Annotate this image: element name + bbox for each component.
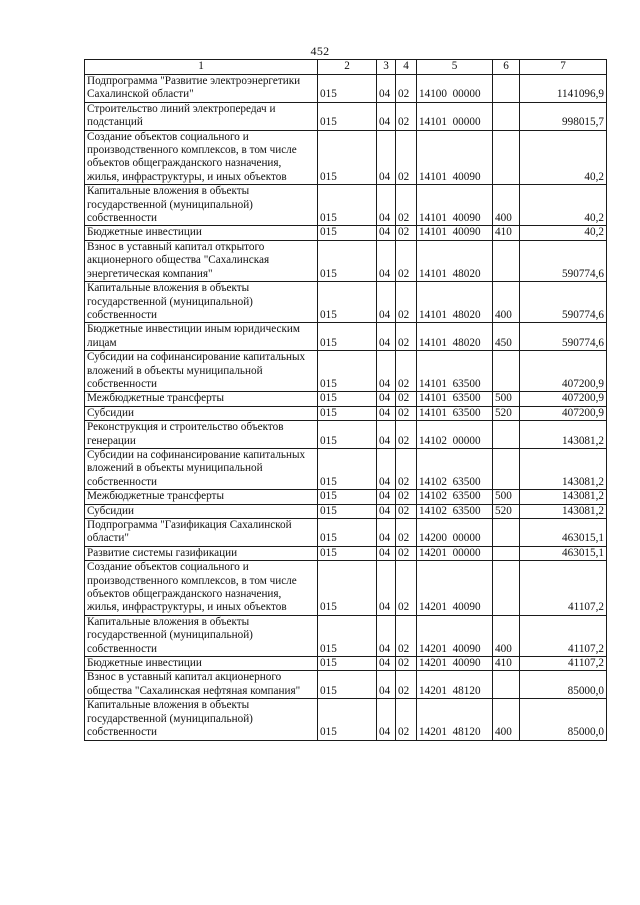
table-row	[85, 406, 607, 420]
row-section-cell: 04	[377, 226, 396, 240]
row-expense-type-cell: 450	[493, 323, 520, 351]
row-expense-type-cell	[493, 102, 520, 130]
row-target-cell: 14100 00000	[417, 75, 493, 103]
row-name-cell: Строительство линий электропередач и подстанций	[85, 102, 318, 130]
row-expense-type-cell: 520	[493, 406, 520, 420]
row-subsection-cell: 02	[396, 406, 417, 420]
table-row	[85, 392, 607, 406]
table-header-row	[85, 60, 607, 75]
row-code-cell: 015	[318, 615, 377, 656]
row-section-cell: 04	[377, 699, 396, 740]
row-section-cell: 04	[377, 421, 396, 449]
row-subsection-cell: 02	[396, 490, 417, 504]
row-expense-type-cell	[493, 546, 520, 560]
row-code-cell: 015	[318, 240, 377, 281]
row-name-cell: Капитальные вложения в объекты государственной (муниципальной) собственности	[85, 699, 318, 740]
row-target-cell: 14101 63500	[417, 406, 493, 420]
row-name-cell: Бюджетные инвестиции	[85, 226, 318, 240]
table-row	[85, 75, 607, 103]
row-section-cell: 04	[377, 504, 396, 518]
row-expense-type-cell	[493, 519, 520, 547]
row-name-cell: Межбюджетные трансферты	[85, 490, 318, 504]
table-row	[85, 421, 607, 449]
row-amount-cell: 41107,2	[520, 561, 607, 616]
row-code-cell: 015	[318, 448, 377, 489]
row-code-cell: 015	[318, 561, 377, 616]
row-section-cell: 04	[377, 392, 396, 406]
row-section-cell: 04	[377, 406, 396, 420]
row-section-cell: 04	[377, 546, 396, 560]
row-name-cell: Создание объектов социального и производственного комплексов, в том числе объектов общегражданского назначения, жилья, инфраструктуры, и иных объектов	[85, 130, 318, 185]
table-row	[85, 490, 607, 504]
row-amount-cell: 85000,0	[520, 671, 607, 699]
row-target-cell: 14201 40090	[417, 657, 493, 671]
table-row	[85, 102, 607, 130]
row-subsection-cell: 02	[396, 351, 417, 392]
row-name-cell: Подпрограмма "Развитие электроэнергетики Сахалинской области"	[85, 75, 318, 103]
row-name-cell: Создание объектов социального и производственного комплексов, в том числе объектов общегражданского назначения, жилья, инфраструктуры, и иных объектов	[85, 561, 318, 616]
row-target-cell: 14201 00000	[417, 546, 493, 560]
row-name-cell: Субсидии	[85, 406, 318, 420]
row-code-cell: 015	[318, 406, 377, 420]
row-target-cell: 14102 63500	[417, 504, 493, 518]
row-amount-cell: 1141096,9	[520, 75, 607, 103]
row-amount-cell: 998015,7	[520, 102, 607, 130]
row-expense-type-cell: 500	[493, 490, 520, 504]
row-expense-type-cell: 400	[493, 185, 520, 226]
row-target-cell: 14101 48020	[417, 282, 493, 323]
row-code-cell: 015	[318, 282, 377, 323]
row-code-cell: 015	[318, 519, 377, 547]
table-row	[85, 699, 607, 740]
row-expense-type-cell: 400	[493, 282, 520, 323]
row-name-cell: Взнос в уставный капитал открытого акционерного общества "Сахалинская энергетическая компания"	[85, 240, 318, 281]
row-expense-type-cell: 410	[493, 226, 520, 240]
row-expense-type-cell	[493, 75, 520, 103]
row-name-cell: Реконструкция и строительство объектов генерации	[85, 421, 318, 449]
header-col-2: 2	[318, 60, 377, 75]
table-row	[85, 615, 607, 656]
row-code-cell: 015	[318, 130, 377, 185]
header-col-4: 4	[396, 60, 417, 75]
row-section-cell: 04	[377, 351, 396, 392]
row-name-cell: Субсидии на софинансирование капитальных вложений в объекты муниципальной собственности	[85, 448, 318, 489]
row-subsection-cell: 02	[396, 699, 417, 740]
row-name-cell: Субсидии	[85, 504, 318, 518]
table-row	[85, 226, 607, 240]
row-target-cell: 14201 48120	[417, 671, 493, 699]
row-amount-cell: 143081,2	[520, 421, 607, 449]
row-code-cell: 015	[318, 226, 377, 240]
header-col-6: 6	[493, 60, 520, 75]
row-name-cell: Подпрограмма "Газификация Сахалинской области"	[85, 519, 318, 547]
header-col-3: 3	[377, 60, 396, 75]
row-subsection-cell: 02	[396, 282, 417, 323]
row-target-cell: 14101 48020	[417, 323, 493, 351]
row-amount-cell: 41107,2	[520, 657, 607, 671]
row-target-cell: 14201 40090	[417, 561, 493, 616]
row-expense-type-cell	[493, 561, 520, 616]
row-target-cell: 14102 00000	[417, 421, 493, 449]
row-code-cell: 015	[318, 351, 377, 392]
row-expense-type-cell	[493, 448, 520, 489]
table-row	[85, 657, 607, 671]
row-amount-cell: 41107,2	[520, 615, 607, 656]
row-subsection-cell: 02	[396, 102, 417, 130]
row-amount-cell: 407200,9	[520, 406, 607, 420]
row-subsection-cell: 02	[396, 130, 417, 185]
row-name-cell: Взнос в уставный капитал акционерного общества "Сахалинская нефтяная компания"	[85, 671, 318, 699]
table-row	[85, 504, 607, 518]
row-code-cell: 015	[318, 490, 377, 504]
row-subsection-cell: 02	[396, 392, 417, 406]
row-code-cell: 015	[318, 671, 377, 699]
row-name-cell: Капитальные вложения в объекты государственной (муниципальной) собственности	[85, 615, 318, 656]
row-expense-type-cell: 410	[493, 657, 520, 671]
row-amount-cell: 85000,0	[520, 699, 607, 740]
row-code-cell: 015	[318, 699, 377, 740]
row-subsection-cell: 02	[396, 561, 417, 616]
page-number: 452	[310, 44, 330, 58]
row-amount-cell: 463015,1	[520, 519, 607, 547]
row-target-cell: 14201 48120	[417, 699, 493, 740]
row-subsection-cell: 02	[396, 657, 417, 671]
row-amount-cell: 143081,2	[520, 504, 607, 518]
table-row	[85, 448, 607, 489]
table-row	[85, 519, 607, 547]
row-code-cell: 015	[318, 421, 377, 449]
row-name-cell: Капитальные вложения в объекты государственной (муниципальной) собственности	[85, 185, 318, 226]
table-row	[85, 546, 607, 560]
row-section-cell: 04	[377, 240, 396, 281]
row-section-cell: 04	[377, 282, 396, 323]
header-col-7: 7	[520, 60, 607, 75]
row-code-cell: 015	[318, 102, 377, 130]
row-section-cell: 04	[377, 615, 396, 656]
row-subsection-cell: 02	[396, 615, 417, 656]
row-subsection-cell: 02	[396, 75, 417, 103]
row-subsection-cell: 02	[396, 671, 417, 699]
row-expense-type-cell: 500	[493, 392, 520, 406]
row-section-cell: 04	[377, 323, 396, 351]
row-subsection-cell: 02	[396, 226, 417, 240]
row-subsection-cell: 02	[396, 546, 417, 560]
row-amount-cell: 590774,6	[520, 240, 607, 281]
row-expense-type-cell: 400	[493, 615, 520, 656]
row-subsection-cell: 02	[396, 240, 417, 281]
row-section-cell: 04	[377, 130, 396, 185]
row-target-cell: 14101 63500	[417, 392, 493, 406]
header-col-1: 1	[85, 60, 318, 75]
row-subsection-cell: 02	[396, 323, 417, 351]
row-amount-cell: 143081,2	[520, 490, 607, 504]
row-target-cell: 14200 00000	[417, 519, 493, 547]
row-section-cell: 04	[377, 102, 396, 130]
table-row	[85, 130, 607, 185]
row-name-cell: Капитальные вложения в объекты государственной (муниципальной) собственности	[85, 282, 318, 323]
row-name-cell: Бюджетные инвестиции иным юридическим лицам	[85, 323, 318, 351]
row-code-cell: 015	[318, 323, 377, 351]
row-name-cell: Субсидии на софинансирование капитальных вложений в объекты муниципальной собственности	[85, 351, 318, 392]
row-section-cell: 04	[377, 490, 396, 504]
row-amount-cell: 40,2	[520, 185, 607, 226]
row-name-cell: Развитие системы газификации	[85, 546, 318, 560]
row-amount-cell: 590774,6	[520, 323, 607, 351]
row-target-cell: 14101 48020	[417, 240, 493, 281]
row-target-cell: 14201 40090	[417, 615, 493, 656]
row-amount-cell: 40,2	[520, 130, 607, 185]
row-expense-type-cell	[493, 421, 520, 449]
row-expense-type-cell	[493, 351, 520, 392]
row-section-cell: 04	[377, 75, 396, 103]
budget-table	[84, 59, 607, 741]
row-amount-cell: 407200,9	[520, 351, 607, 392]
table-row	[85, 671, 607, 699]
row-code-cell: 015	[318, 392, 377, 406]
table-row	[85, 561, 607, 616]
row-amount-cell: 40,2	[520, 226, 607, 240]
row-section-cell: 04	[377, 657, 396, 671]
row-section-cell: 04	[377, 519, 396, 547]
row-name-cell: Межбюджетные трансферты	[85, 392, 318, 406]
table-row	[85, 240, 607, 281]
row-subsection-cell: 02	[396, 519, 417, 547]
row-target-cell: 14101 00000	[417, 102, 493, 130]
row-name-cell: Бюджетные инвестиции	[85, 657, 318, 671]
row-amount-cell: 463015,1	[520, 546, 607, 560]
row-subsection-cell: 02	[396, 185, 417, 226]
row-expense-type-cell: 520	[493, 504, 520, 518]
row-section-cell: 04	[377, 448, 396, 489]
row-target-cell: 14101 40090	[417, 185, 493, 226]
row-code-cell: 015	[318, 185, 377, 226]
row-expense-type-cell	[493, 130, 520, 185]
row-amount-cell: 143081,2	[520, 448, 607, 489]
row-amount-cell: 407200,9	[520, 392, 607, 406]
row-code-cell: 015	[318, 75, 377, 103]
header-col-5: 5	[417, 60, 493, 75]
table-row	[85, 282, 607, 323]
row-subsection-cell: 02	[396, 504, 417, 518]
row-section-cell: 04	[377, 671, 396, 699]
row-target-cell: 14101 63500	[417, 351, 493, 392]
row-target-cell: 14101 40090	[417, 226, 493, 240]
row-expense-type-cell: 400	[493, 699, 520, 740]
table-row	[85, 351, 607, 392]
row-subsection-cell: 02	[396, 448, 417, 489]
table-row	[85, 185, 607, 226]
row-target-cell: 14102 63500	[417, 448, 493, 489]
row-subsection-cell: 02	[396, 421, 417, 449]
row-code-cell: 015	[318, 657, 377, 671]
row-section-cell: 04	[377, 561, 396, 616]
row-expense-type-cell	[493, 671, 520, 699]
row-target-cell: 14102 63500	[417, 490, 493, 504]
table-row	[85, 323, 607, 351]
row-expense-type-cell	[493, 240, 520, 281]
row-target-cell: 14101 40090	[417, 130, 493, 185]
row-code-cell: 015	[318, 546, 377, 560]
row-section-cell: 04	[377, 185, 396, 226]
row-amount-cell: 590774,6	[520, 282, 607, 323]
row-code-cell: 015	[318, 504, 377, 518]
